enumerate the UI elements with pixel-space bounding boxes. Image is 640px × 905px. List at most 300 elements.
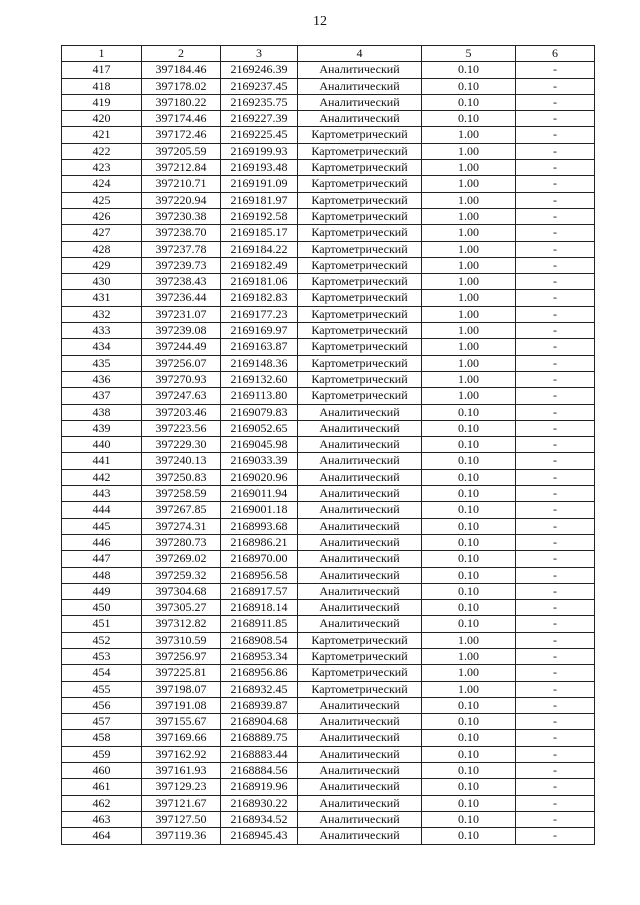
- y-coordinate-cell: 2168932.45: [221, 681, 298, 697]
- table-row: [62, 323, 595, 339]
- note-cell: -: [516, 697, 595, 713]
- accuracy-cell: 0.10: [422, 730, 516, 746]
- note-cell: -: [516, 665, 595, 681]
- note-cell: -: [516, 681, 595, 697]
- x-coordinate-cell: 397239.73: [142, 257, 221, 273]
- point-number-cell: 421: [62, 127, 142, 143]
- accuracy-cell: 1.00: [422, 274, 516, 290]
- y-coordinate-cell: 2169177.23: [221, 306, 298, 322]
- x-coordinate-cell: 397169.66: [142, 730, 221, 746]
- accuracy-cell: 0.10: [422, 828, 516, 844]
- x-coordinate-cell: 397210.71: [142, 176, 221, 192]
- point-number-cell: 440: [62, 437, 142, 453]
- point-number-cell: 430: [62, 274, 142, 290]
- y-coordinate-cell: 2168908.54: [221, 632, 298, 648]
- x-coordinate-cell: 397119.36: [142, 828, 221, 844]
- accuracy-cell: 1.00: [422, 323, 516, 339]
- method-cell: Аналитический: [298, 469, 422, 485]
- method-cell: Картометрический: [298, 176, 422, 192]
- method-cell: Аналитический: [298, 78, 422, 94]
- point-number-cell: 427: [62, 225, 142, 241]
- accuracy-cell: 1.00: [422, 241, 516, 257]
- table-header-row: [62, 46, 595, 62]
- table-row: [62, 94, 595, 110]
- table-row: [62, 583, 595, 599]
- note-cell: -: [516, 828, 595, 844]
- note-cell: -: [516, 714, 595, 730]
- point-number-cell: 432: [62, 306, 142, 322]
- method-cell: Аналитический: [298, 404, 422, 420]
- point-number-cell: 428: [62, 241, 142, 257]
- method-cell: Аналитический: [298, 518, 422, 534]
- note-cell: -: [516, 534, 595, 550]
- method-cell: Аналитический: [298, 534, 422, 550]
- table-row: [62, 62, 595, 78]
- y-coordinate-cell: 2169181.97: [221, 192, 298, 208]
- method-cell: Аналитический: [298, 551, 422, 567]
- y-coordinate-cell: 2169011.94: [221, 486, 298, 502]
- x-coordinate-cell: 397180.22: [142, 94, 221, 110]
- point-number-cell: 420: [62, 111, 142, 127]
- accuracy-cell: 0.10: [422, 795, 516, 811]
- x-coordinate-cell: 397127.50: [142, 811, 221, 827]
- method-cell: Аналитический: [298, 453, 422, 469]
- method-cell: Аналитический: [298, 763, 422, 779]
- table-row: [62, 534, 595, 550]
- accuracy-cell: 1.00: [422, 225, 516, 241]
- point-number-cell: 433: [62, 323, 142, 339]
- accuracy-cell: 1.00: [422, 388, 516, 404]
- x-coordinate-cell: 397172.46: [142, 127, 221, 143]
- note-cell: -: [516, 779, 595, 795]
- note-cell: -: [516, 811, 595, 827]
- note-cell: -: [516, 225, 595, 241]
- point-number-cell: 447: [62, 551, 142, 567]
- accuracy-cell: 0.10: [422, 469, 516, 485]
- method-cell: Аналитический: [298, 828, 422, 844]
- x-coordinate-cell: 397174.46: [142, 111, 221, 127]
- table-row: [62, 160, 595, 176]
- x-coordinate-cell: 397129.23: [142, 779, 221, 795]
- accuracy-cell: 0.10: [422, 583, 516, 599]
- accuracy-cell: 0.10: [422, 111, 516, 127]
- accuracy-cell: 1.00: [422, 648, 516, 664]
- x-coordinate-cell: 397230.38: [142, 208, 221, 224]
- x-coordinate-cell: 397191.08: [142, 697, 221, 713]
- y-coordinate-cell: 2169246.39: [221, 62, 298, 78]
- accuracy-cell: 0.10: [422, 502, 516, 518]
- y-coordinate-cell: 2169132.60: [221, 371, 298, 387]
- note-cell: -: [516, 257, 595, 273]
- point-number-cell: 456: [62, 697, 142, 713]
- point-number-cell: 442: [62, 469, 142, 485]
- table-row: [62, 486, 595, 502]
- y-coordinate-cell: 2168930.22: [221, 795, 298, 811]
- table-row: [62, 437, 595, 453]
- table-row: [62, 127, 595, 143]
- x-coordinate-cell: 397312.82: [142, 616, 221, 632]
- method-cell: Картометрический: [298, 225, 422, 241]
- accuracy-cell: 1.00: [422, 143, 516, 159]
- x-coordinate-cell: 397259.32: [142, 567, 221, 583]
- y-coordinate-cell: 2168904.68: [221, 714, 298, 730]
- table-body: [62, 62, 595, 844]
- x-coordinate-cell: 397237.78: [142, 241, 221, 257]
- accuracy-cell: 0.10: [422, 567, 516, 583]
- note-cell: -: [516, 388, 595, 404]
- y-coordinate-cell: 2168939.87: [221, 697, 298, 713]
- x-coordinate-cell: 397305.27: [142, 600, 221, 616]
- y-coordinate-cell: 2168911.85: [221, 616, 298, 632]
- point-number-cell: 424: [62, 176, 142, 192]
- point-number-cell: 450: [62, 600, 142, 616]
- table-row: [62, 518, 595, 534]
- table-row: [62, 111, 595, 127]
- method-cell: Аналитический: [298, 714, 422, 730]
- note-cell: -: [516, 143, 595, 159]
- table-row: [62, 241, 595, 257]
- table-row: [62, 779, 595, 795]
- y-coordinate-cell: 2169052.65: [221, 420, 298, 436]
- point-number-cell: 462: [62, 795, 142, 811]
- x-coordinate-cell: 397256.97: [142, 648, 221, 664]
- method-cell: Аналитический: [298, 811, 422, 827]
- column-header: 1: [62, 46, 142, 62]
- accuracy-cell: 1.00: [422, 257, 516, 273]
- x-coordinate-cell: 397258.59: [142, 486, 221, 502]
- method-cell: Картометрический: [298, 371, 422, 387]
- accuracy-cell: 1.00: [422, 355, 516, 371]
- note-cell: -: [516, 78, 595, 94]
- method-cell: Картометрический: [298, 355, 422, 371]
- note-cell: -: [516, 469, 595, 485]
- accuracy-cell: 1.00: [422, 665, 516, 681]
- point-number-cell: 422: [62, 143, 142, 159]
- accuracy-cell: 1.00: [422, 632, 516, 648]
- y-coordinate-cell: 2168956.86: [221, 665, 298, 681]
- x-coordinate-cell: 397304.68: [142, 583, 221, 599]
- x-coordinate-cell: 397231.07: [142, 306, 221, 322]
- accuracy-cell: 1.00: [422, 208, 516, 224]
- note-cell: -: [516, 763, 595, 779]
- x-coordinate-cell: 397225.81: [142, 665, 221, 681]
- x-coordinate-cell: 397238.70: [142, 225, 221, 241]
- note-cell: -: [516, 111, 595, 127]
- accuracy-cell: 1.00: [422, 176, 516, 192]
- accuracy-cell: 0.10: [422, 763, 516, 779]
- point-number-cell: 461: [62, 779, 142, 795]
- accuracy-cell: 0.10: [422, 534, 516, 550]
- point-number-cell: 445: [62, 518, 142, 534]
- point-number-cell: 439: [62, 420, 142, 436]
- x-coordinate-cell: 397184.46: [142, 62, 221, 78]
- column-header: 4: [298, 46, 422, 62]
- method-cell: Аналитический: [298, 94, 422, 110]
- table-row: [62, 420, 595, 436]
- table-row: [62, 225, 595, 241]
- method-cell: Картометрический: [298, 208, 422, 224]
- accuracy-cell: 0.10: [422, 518, 516, 534]
- x-coordinate-cell: 397267.85: [142, 502, 221, 518]
- x-coordinate-cell: 397310.59: [142, 632, 221, 648]
- point-number-cell: 457: [62, 714, 142, 730]
- accuracy-cell: 1.00: [422, 339, 516, 355]
- note-cell: -: [516, 730, 595, 746]
- column-header: 2: [142, 46, 221, 62]
- accuracy-cell: 0.10: [422, 779, 516, 795]
- note-cell: -: [516, 518, 595, 534]
- method-cell: Картометрический: [298, 127, 422, 143]
- table-row: [62, 274, 595, 290]
- accuracy-cell: 1.00: [422, 127, 516, 143]
- method-cell: Аналитический: [298, 567, 422, 583]
- accuracy-cell: 0.10: [422, 62, 516, 78]
- point-number-cell: 460: [62, 763, 142, 779]
- x-coordinate-cell: 397244.49: [142, 339, 221, 355]
- point-number-cell: 419: [62, 94, 142, 110]
- accuracy-cell: 0.10: [422, 486, 516, 502]
- note-cell: -: [516, 551, 595, 567]
- y-coordinate-cell: 2168993.68: [221, 518, 298, 534]
- y-coordinate-cell: 2168918.14: [221, 600, 298, 616]
- point-number-cell: 444: [62, 502, 142, 518]
- note-cell: -: [516, 795, 595, 811]
- x-coordinate-cell: 397236.44: [142, 290, 221, 306]
- table-row: [62, 355, 595, 371]
- point-number-cell: 455: [62, 681, 142, 697]
- note-cell: -: [516, 486, 595, 502]
- table-row: [62, 388, 595, 404]
- y-coordinate-cell: 2168953.34: [221, 648, 298, 664]
- x-coordinate-cell: 397269.02: [142, 551, 221, 567]
- method-cell: Аналитический: [298, 486, 422, 502]
- y-coordinate-cell: 2168883.44: [221, 746, 298, 762]
- y-coordinate-cell: 2169184.22: [221, 241, 298, 257]
- accuracy-cell: 0.10: [422, 746, 516, 762]
- point-number-cell: 446: [62, 534, 142, 550]
- table-row: [62, 469, 595, 485]
- table-row: [62, 811, 595, 827]
- y-coordinate-cell: 2169163.87: [221, 339, 298, 355]
- method-cell: Картометрический: [298, 681, 422, 697]
- point-number-cell: 464: [62, 828, 142, 844]
- y-coordinate-cell: 2169033.39: [221, 453, 298, 469]
- y-coordinate-cell: 2168917.57: [221, 583, 298, 599]
- note-cell: -: [516, 290, 595, 306]
- point-number-cell: 454: [62, 665, 142, 681]
- note-cell: -: [516, 502, 595, 518]
- point-number-cell: 426: [62, 208, 142, 224]
- point-number-cell: 443: [62, 486, 142, 502]
- x-coordinate-cell: 397162.92: [142, 746, 221, 762]
- note-cell: -: [516, 371, 595, 387]
- accuracy-cell: 1.00: [422, 306, 516, 322]
- note-cell: -: [516, 600, 595, 616]
- point-number-cell: 451: [62, 616, 142, 632]
- accuracy-cell: 0.10: [422, 714, 516, 730]
- y-coordinate-cell: 2169169.97: [221, 323, 298, 339]
- y-coordinate-cell: 2169182.83: [221, 290, 298, 306]
- point-number-cell: 453: [62, 648, 142, 664]
- y-coordinate-cell: 2168884.56: [221, 763, 298, 779]
- y-coordinate-cell: 2168934.52: [221, 811, 298, 827]
- accuracy-cell: 0.10: [422, 78, 516, 94]
- method-cell: Аналитический: [298, 730, 422, 746]
- note-cell: -: [516, 453, 595, 469]
- method-cell: Картометрический: [298, 143, 422, 159]
- y-coordinate-cell: 2169079.83: [221, 404, 298, 420]
- accuracy-cell: 0.10: [422, 420, 516, 436]
- table-row: [62, 78, 595, 94]
- point-number-cell: 425: [62, 192, 142, 208]
- x-coordinate-cell: 397270.93: [142, 371, 221, 387]
- accuracy-cell: 1.00: [422, 192, 516, 208]
- table-row: [62, 616, 595, 632]
- method-cell: Картометрический: [298, 192, 422, 208]
- note-cell: -: [516, 746, 595, 762]
- x-coordinate-cell: 397198.07: [142, 681, 221, 697]
- point-number-cell: 463: [62, 811, 142, 827]
- method-cell: Аналитический: [298, 62, 422, 78]
- x-coordinate-cell: 397223.56: [142, 420, 221, 436]
- table-row: [62, 714, 595, 730]
- method-cell: Аналитический: [298, 600, 422, 616]
- y-coordinate-cell: 2169020.96: [221, 469, 298, 485]
- accuracy-cell: 0.10: [422, 616, 516, 632]
- method-cell: Аналитический: [298, 779, 422, 795]
- method-cell: Картометрический: [298, 339, 422, 355]
- x-coordinate-cell: 397161.93: [142, 763, 221, 779]
- point-number-cell: 437: [62, 388, 142, 404]
- method-cell: Аналитический: [298, 420, 422, 436]
- table-row: [62, 551, 595, 567]
- note-cell: -: [516, 437, 595, 453]
- accuracy-cell: 1.00: [422, 290, 516, 306]
- method-cell: Аналитический: [298, 795, 422, 811]
- y-coordinate-cell: 2169191.09: [221, 176, 298, 192]
- note-cell: -: [516, 208, 595, 224]
- y-coordinate-cell: 2168889.75: [221, 730, 298, 746]
- point-number-cell: 452: [62, 632, 142, 648]
- point-number-cell: 458: [62, 730, 142, 746]
- note-cell: -: [516, 567, 595, 583]
- table-row: [62, 600, 595, 616]
- x-coordinate-cell: 397178.02: [142, 78, 221, 94]
- table-row: [62, 795, 595, 811]
- table-row: [62, 681, 595, 697]
- table-row: [62, 306, 595, 322]
- y-coordinate-cell: 2168945.43: [221, 828, 298, 844]
- method-cell: Картометрический: [298, 160, 422, 176]
- x-coordinate-cell: 397274.31: [142, 518, 221, 534]
- note-cell: -: [516, 176, 595, 192]
- note-cell: -: [516, 160, 595, 176]
- method-cell: Картометрический: [298, 290, 422, 306]
- x-coordinate-cell: 397220.94: [142, 192, 221, 208]
- y-coordinate-cell: 2169001.18: [221, 502, 298, 518]
- y-coordinate-cell: 2169045.98: [221, 437, 298, 453]
- note-cell: -: [516, 127, 595, 143]
- table-row: [62, 746, 595, 762]
- y-coordinate-cell: 2169181.06: [221, 274, 298, 290]
- point-number-cell: 417: [62, 62, 142, 78]
- note-cell: -: [516, 94, 595, 110]
- y-coordinate-cell: 2169237.45: [221, 78, 298, 94]
- y-coordinate-cell: 2169199.93: [221, 143, 298, 159]
- accuracy-cell: 0.10: [422, 551, 516, 567]
- table-row: [62, 632, 595, 648]
- accuracy-cell: 1.00: [422, 681, 516, 697]
- accuracy-cell: 0.10: [422, 697, 516, 713]
- accuracy-cell: 0.10: [422, 811, 516, 827]
- method-cell: Аналитический: [298, 111, 422, 127]
- x-coordinate-cell: 397205.59: [142, 143, 221, 159]
- point-number-cell: 435: [62, 355, 142, 371]
- y-coordinate-cell: 2168986.21: [221, 534, 298, 550]
- note-cell: -: [516, 306, 595, 322]
- note-cell: -: [516, 583, 595, 599]
- page-number: 12: [313, 14, 327, 29]
- method-cell: Аналитический: [298, 502, 422, 518]
- method-cell: Картометрический: [298, 648, 422, 664]
- table-row: [62, 697, 595, 713]
- column-header: 3: [221, 46, 298, 62]
- y-coordinate-cell: 2168970.00: [221, 551, 298, 567]
- accuracy-cell: 0.10: [422, 94, 516, 110]
- x-coordinate-cell: 397280.73: [142, 534, 221, 550]
- table-row: [62, 208, 595, 224]
- y-coordinate-cell: 2168956.58: [221, 567, 298, 583]
- table-row: [62, 192, 595, 208]
- table-row: [62, 143, 595, 159]
- x-coordinate-cell: 397155.67: [142, 714, 221, 730]
- point-number-cell: 441: [62, 453, 142, 469]
- table-row: [62, 404, 595, 420]
- point-number-cell: 448: [62, 567, 142, 583]
- y-coordinate-cell: 2169235.75: [221, 94, 298, 110]
- x-coordinate-cell: 397256.07: [142, 355, 221, 371]
- y-coordinate-cell: 2169193.48: [221, 160, 298, 176]
- point-number-cell: 434: [62, 339, 142, 355]
- x-coordinate-cell: 397240.13: [142, 453, 221, 469]
- accuracy-cell: 0.10: [422, 437, 516, 453]
- note-cell: -: [516, 192, 595, 208]
- y-coordinate-cell: 2169185.17: [221, 225, 298, 241]
- accuracy-cell: 0.10: [422, 404, 516, 420]
- point-number-cell: 431: [62, 290, 142, 306]
- method-cell: Картометрический: [298, 323, 422, 339]
- method-cell: Аналитический: [298, 437, 422, 453]
- accuracy-cell: 0.10: [422, 453, 516, 469]
- accuracy-cell: 1.00: [422, 371, 516, 387]
- method-cell: Картометрический: [298, 665, 422, 681]
- point-number-cell: 438: [62, 404, 142, 420]
- x-coordinate-cell: 397247.63: [142, 388, 221, 404]
- table-row: [62, 665, 595, 681]
- coordinates-table: [61, 45, 595, 845]
- x-coordinate-cell: 397229.30: [142, 437, 221, 453]
- y-coordinate-cell: 2169227.39: [221, 111, 298, 127]
- method-cell: Аналитический: [298, 616, 422, 632]
- x-coordinate-cell: 397238.43: [142, 274, 221, 290]
- y-coordinate-cell: 2169225.45: [221, 127, 298, 143]
- y-coordinate-cell: 2169182.49: [221, 257, 298, 273]
- method-cell: Картометрический: [298, 241, 422, 257]
- method-cell: Картометрический: [298, 257, 422, 273]
- table-row: [62, 730, 595, 746]
- method-cell: Картометрический: [298, 388, 422, 404]
- y-coordinate-cell: 2169113.80: [221, 388, 298, 404]
